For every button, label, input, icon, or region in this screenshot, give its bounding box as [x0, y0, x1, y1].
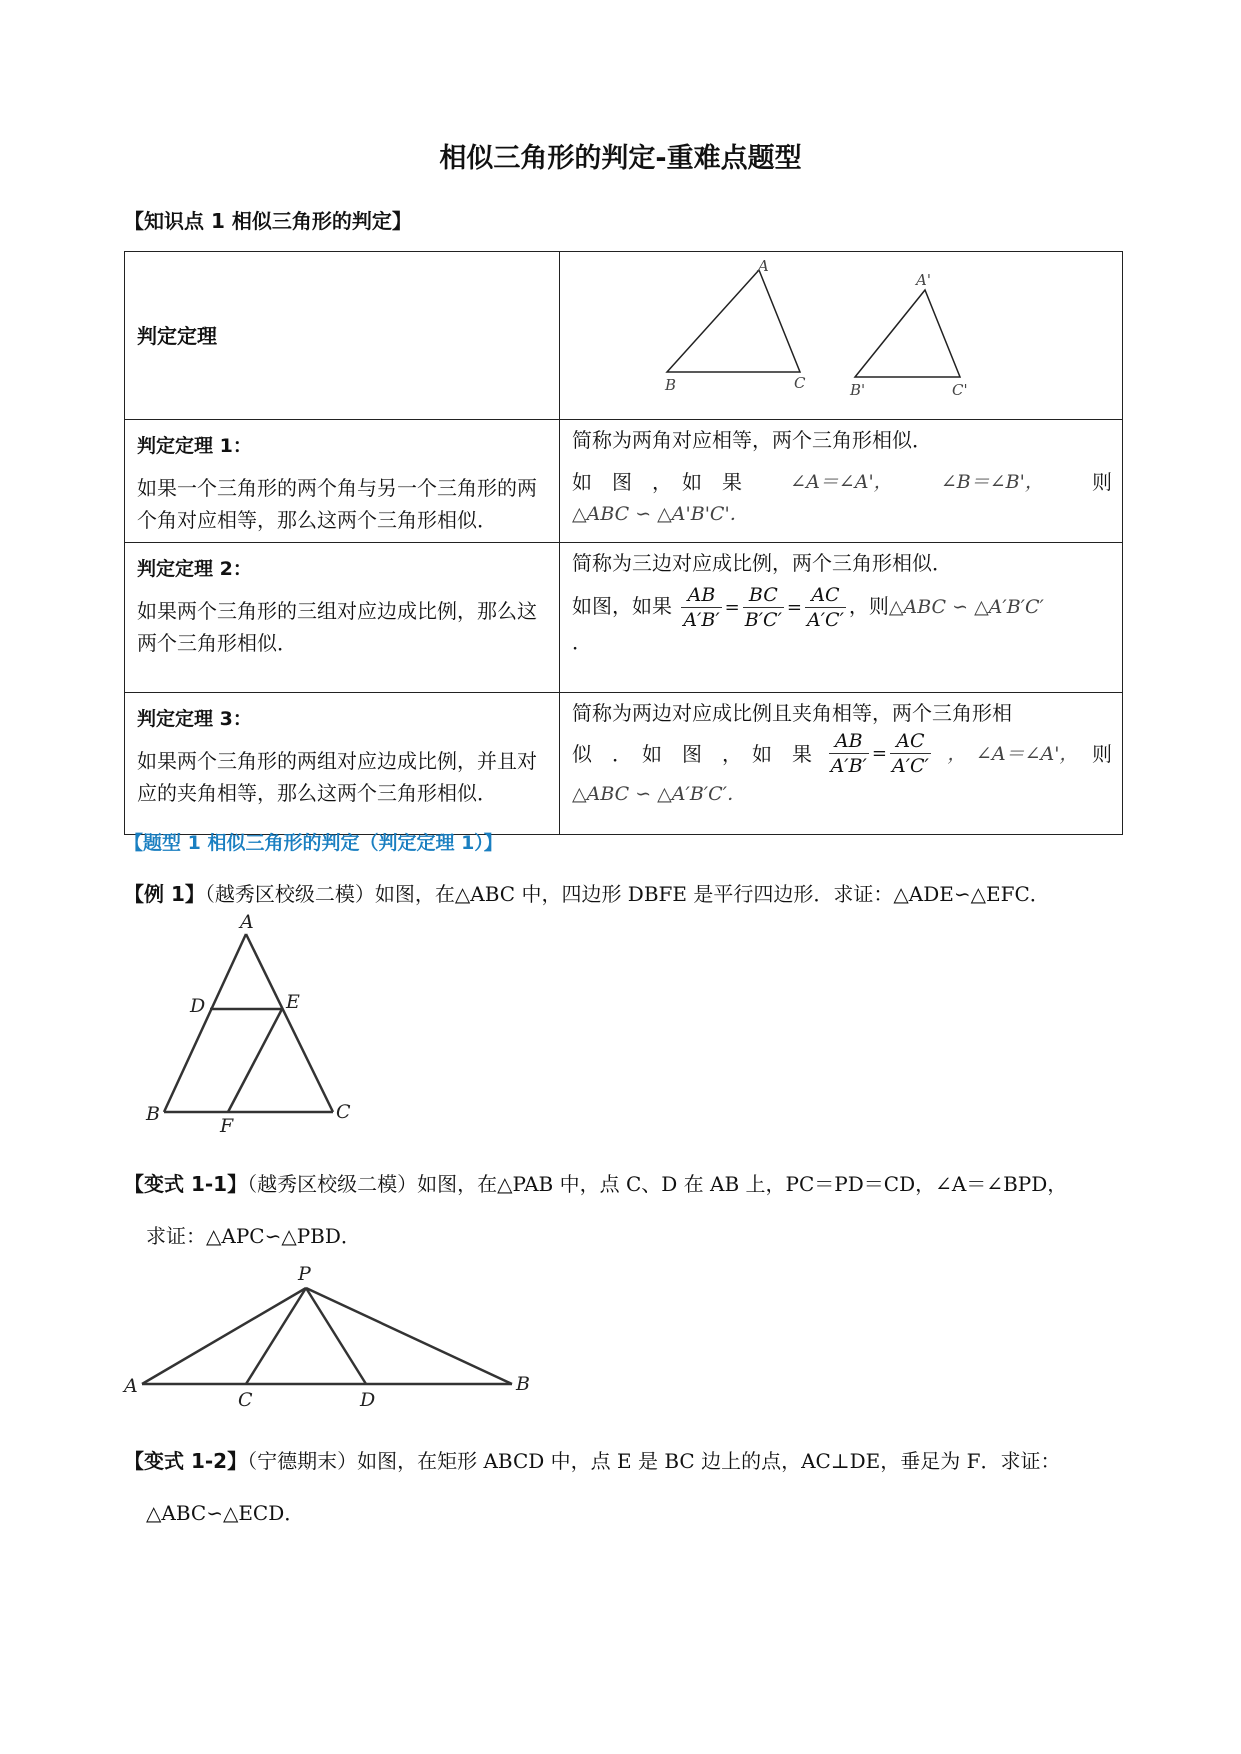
ex1-label-A: A [240, 912, 254, 933]
ex1-label-E: E [286, 991, 300, 1013]
theorem-table [124, 251, 1123, 835]
theorem1-then: 则 [1091, 470, 1112, 494]
theorem2-frac3: $\frac{AC}{A'C'}$ [807, 584, 844, 631]
figure-cell [560, 252, 1123, 420]
ex1-label-D: D [190, 995, 206, 1017]
variant2-tag: 【变式 1-2】 [124, 1449, 248, 1473]
v1-label-A: A [124, 1375, 138, 1397]
theorem1-name: 判定定理 1： [137, 435, 252, 457]
theorem1-cond1: ∠A＝∠A'， [790, 471, 893, 493]
theorem3-prefix: 似 ． 如 图 ， 如 果 [572, 741, 812, 766]
theorem2-statement: 如果两个三角形的三组对应边成比例，那么这两个三角形相似． [137, 599, 537, 655]
theorem3-left [125, 693, 560, 835]
variant2-body: （宁德期末）如图，在矩形 ABCD 中，点 E 是 BC 边上的点，AC⊥DE，垂足为 F．求证： [247, 1449, 1061, 1473]
theorem3-result: △ABC ∽ △A′B′C′． [572, 783, 746, 805]
theorem2-frac2: $\frac{BC}{B'C'}$ [744, 584, 782, 631]
example1-figure [140, 912, 370, 1132]
section1-heading: 【题型 1 相似三角形的判定（判定定理 1）】 [124, 832, 503, 854]
theorem2-right: 简称为三边对应成比例，两个三角形相似． 如图，如果 $\frac{AB}{A'B'}$ = $\frac{BC}{B'C'}$ = $\frac{AC}{A'C'}$ ，则△ABC ∽ △A′B′C′ ． [560, 543, 1123, 693]
theorem2-prefix: 如图，如果 [572, 594, 672, 618]
page-title: 相似三角形的判定-重难点题型 [439, 143, 802, 174]
label-C: C [794, 374, 806, 392]
theorem3-frac2: $\frac{AC}{A'C'}$ [891, 730, 929, 777]
variant2-text [124, 1445, 1124, 1474]
theorem3-then: 则 [1092, 741, 1112, 766]
theorem2-name: 判定定理 2： [137, 558, 252, 580]
theorem3-summary: 简称为两边对应成比例且夹角相等，两个三角形相 [572, 701, 1012, 725]
theorem2-summary: 简称为三边对应成比例，两个三角形相似． [572, 551, 952, 575]
theorem3-name: 判定定理 3： [137, 708, 252, 730]
theorem2-then: ，则 [848, 594, 889, 618]
theorem1-cond2: ∠B＝∠B'， [940, 471, 1044, 493]
theorem1-prefix: 如 图 ， 如 果 [572, 470, 742, 494]
theorem3-cond: ， ∠A＝∠A'， [947, 742, 1079, 765]
theorem2-frac1: $\frac{AB}{A'B'}$ [683, 584, 720, 631]
header-label: 判定定理 [137, 323, 217, 348]
variant1-tag: 【变式 1-1】 [124, 1172, 248, 1196]
variant1-body: （越秀区校级二模）如图，在△PAB 中，点 C、D 在 AB 上，PC＝PD＝CD，∠A＝∠BPD， [247, 1172, 1068, 1196]
variant1-text [124, 1168, 1124, 1197]
theorem2-left [125, 543, 560, 693]
example1-tag: 【例 1】 [124, 882, 205, 906]
example1-body: （越秀区校级二模）如图，在△ABC 中，四边形 DBFE 是平行四边形．求证：△ADE∽△EFC． [204, 882, 1050, 906]
label-A: A [758, 257, 769, 275]
theorem2-result: △ABC ∽ △A′B′C′ [888, 596, 1044, 618]
theorem1-right [560, 420, 1123, 543]
label-A-prime: A' [916, 271, 931, 289]
ex1-label-C: C [336, 1101, 351, 1123]
label-B: B [665, 376, 677, 394]
example1-text [124, 878, 1124, 907]
v1-label-B: B [516, 1373, 530, 1395]
theorem3-frac1: $\frac{AB}{A'B'}$ [830, 730, 867, 777]
v1-label-P: P [298, 1263, 311, 1285]
theorem3-statement: 如果两个三角形的两组对应边成比例，并且对应的夹角相等，那么这两个三角形相似． [137, 749, 537, 805]
theorem1-left [125, 420, 560, 543]
v1-label-D: D [360, 1389, 376, 1411]
v1-label-C: C [238, 1389, 253, 1411]
label-B-prime: B' [850, 381, 866, 399]
ex1-label-F: F [220, 1115, 234, 1132]
theorem3-right: 简称为两边对应成比例且夹角相等，两个三角形相 似 ． 如 图 ， 如 果 $\frac{AB}{A'B'}$ = $\frac{AC}{A'C'}$ ， ∠A＝∠A'， 则 △ABC ∽ △A′B′C′． [560, 693, 1123, 835]
theorem2-tail: ． [572, 630, 592, 654]
theorem1-statement: 如果一个三角形的两个角与另一个三角形的两个角对应相等，那么这两个三角形相似． [137, 476, 537, 532]
knowledge-point-heading: 【知识点 1 相似三角形的判定】 [124, 209, 412, 233]
label-C-prime: C' [952, 381, 968, 399]
variant2-text2: △ABC∽△ECD． [146, 1501, 305, 1525]
similar-triangles-figure [572, 256, 1112, 406]
theorem1-summary: 简称为两角对应相等，两个三角形相似． [572, 428, 932, 452]
variant1-figure [120, 1262, 540, 1412]
variant1-text2: 求证：△APC∽△PBD． [146, 1224, 361, 1248]
theorem1-result: △ABC ∽ △A'B'C'． [572, 503, 749, 525]
ex1-label-B: B [146, 1103, 160, 1125]
header-cell [125, 252, 560, 420]
